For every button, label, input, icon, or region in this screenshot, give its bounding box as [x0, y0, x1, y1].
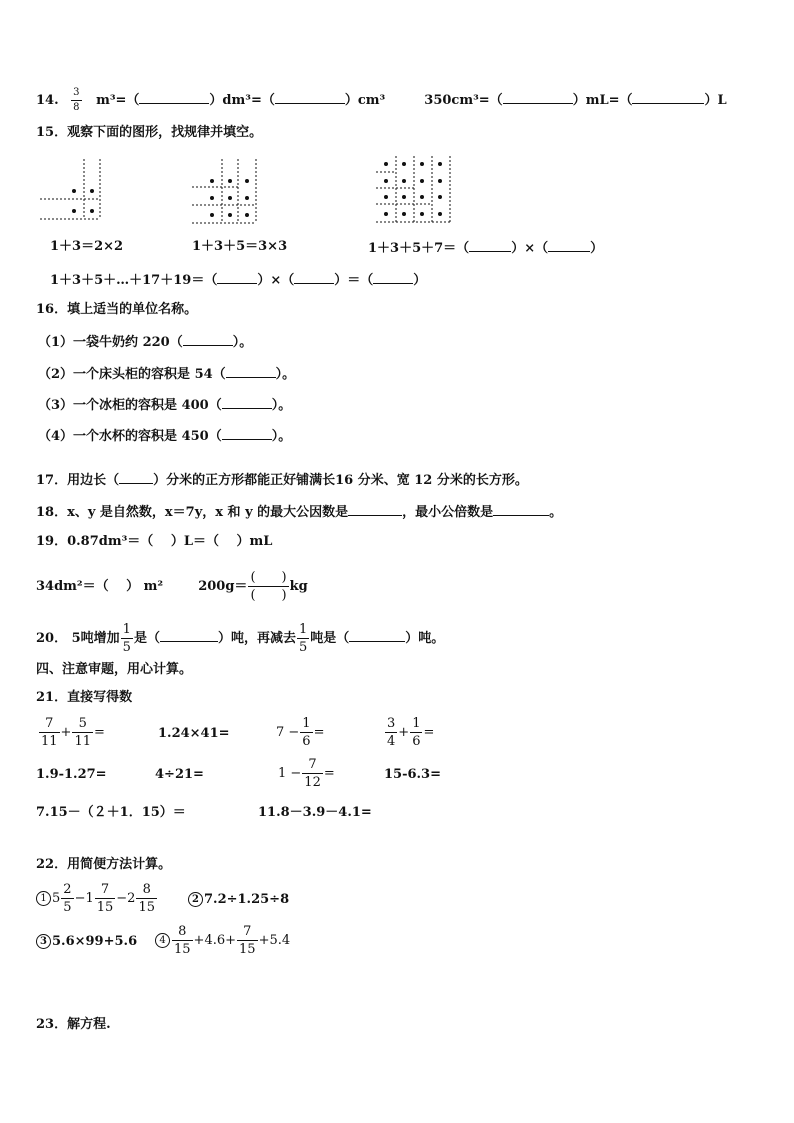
q22-expr-4: 4 $\frac{8}{15}$ +4.6+ $\frac{7}{15}$ +5.4	[155, 922, 290, 960]
answer-blank[interactable]	[503, 91, 573, 104]
q21-r3-b: 11.8－3.9－4.1=	[258, 805, 372, 820]
circled-number-2: 2	[188, 892, 203, 907]
answer-blank[interactable]	[493, 503, 549, 516]
q21-r2-a: 1.9-1.27=	[36, 767, 107, 782]
q21-r1-b: 1.24×41=	[158, 726, 230, 741]
question-21-title: 21．直接写得数	[36, 690, 133, 705]
fraction: $\frac{3}{4}$	[387, 716, 396, 749]
answer-blank[interactable]	[373, 271, 413, 284]
dot-figure-1	[36, 155, 106, 225]
fraction: $\frac{8}{15}$	[174, 924, 191, 957]
q22-expr-3: 3 5.6×99+5.6	[36, 934, 137, 950]
fraction: $\frac{2}{5}$	[63, 882, 72, 915]
answer-blank[interactable]	[139, 91, 209, 104]
answer-blank[interactable]	[275, 91, 345, 104]
dot-figure-3	[374, 152, 464, 227]
q16-item-2: （2）一个床头柜的容积是 54（ ）。	[38, 367, 296, 382]
question-22-title: 22．用简便方法计算。	[36, 857, 172, 872]
equation-1: 1＋3＝2×2	[50, 239, 124, 254]
answer-blank[interactable]	[217, 271, 257, 284]
circled-number-4: 4	[155, 933, 170, 948]
answer-blank[interactable]	[632, 91, 704, 104]
equation-4: 1＋3＋5＋…＋17＋19＝（ ）×（ ）＝（ ）	[50, 273, 427, 288]
question-16-title: 16．填上适当的单位名称。	[36, 302, 198, 317]
question-18: 18．x、y 是自然数，x＝7y，x 和 y 的最大公因数是 ，最小公倍数是 。	[36, 505, 563, 520]
section-4-heading: 四、注意审题，用心计算。	[36, 662, 193, 677]
answer-blank[interactable]	[294, 271, 334, 284]
fraction: $\frac{8}{15}$	[138, 882, 155, 915]
answer-blank[interactable]	[548, 239, 590, 252]
q21-r1-c: 7 − $\frac{1}{6}$ =	[276, 716, 325, 749]
q21-r3-a: 7.15－（２＋1．15）＝	[36, 805, 186, 820]
q22-expr-1: 1 5 $\frac{2}{5}$ −1 $\frac{7}{15}$ −2 $\frac{8}{15}$	[36, 880, 158, 918]
fraction: $\frac{7}{12}$	[304, 757, 321, 790]
answer-blank[interactable]	[469, 239, 511, 252]
question-17: 17．用边长（ ）分米的正方形都能正好铺满长16 分米、宽 12 分米的长方形。	[36, 473, 528, 488]
fraction: $\frac{7}{15}$	[96, 882, 114, 915]
fraction-3-8: $\frac{3}{8}$	[73, 87, 80, 113]
answer-blank[interactable]	[222, 427, 272, 440]
answer-blank[interactable]	[119, 471, 153, 484]
question-20: 20． 5吨增加 $\frac{1}{5}$ 是（ ）吨，再减去 $\frac{1}{5}$ 吨是（ ）吨。	[36, 622, 445, 655]
dot-figure-2	[190, 155, 270, 225]
question-19-line-2: 34dm²＝（ ） m² 200g＝ $\frac{( )}{( )}$ kg	[36, 570, 308, 603]
fraction: $\frac{7}{15}$	[239, 924, 256, 957]
q21-r1-a: $\frac{7}{11}$ + $\frac{5}{11}$ =	[41, 716, 105, 749]
q21-r2-c: 1 − $\frac{7}{12}$ =	[278, 757, 335, 790]
fraction: $\frac{5}{11}$	[74, 716, 91, 749]
circled-number-3: 3	[36, 934, 51, 949]
answer-blank[interactable]	[349, 629, 405, 642]
fraction: $\frac{1}{6}$	[302, 716, 311, 749]
question-19-line-1: 19．0.87dm³＝（ ）L＝（ ）mL	[36, 534, 273, 549]
answer-blank[interactable]	[348, 503, 402, 516]
answer-blank[interactable]	[183, 333, 233, 346]
equation-3: 1＋3＋5＋7＝（ ）×（ ）	[368, 241, 604, 256]
circled-number-1: 1	[36, 891, 51, 906]
q21-r2-d: 15-6.3=	[384, 767, 441, 782]
q22-expr-2: 2 7.2÷1.25÷8	[188, 892, 289, 908]
equation-2: 1＋3＋5＝3×3	[192, 239, 288, 254]
answer-blank[interactable]	[226, 365, 276, 378]
answer-blank[interactable]	[222, 396, 272, 409]
answer-blank[interactable]	[160, 629, 218, 642]
fraction-1-5: $\frac{1}{5}$	[298, 622, 308, 655]
fraction: $\frac{1}{6}$	[412, 716, 421, 749]
question-14: 14. $\frac{3}{8}$ m³=（ ）dm³=（ ）cm³ 350cm³=（ ）mL=（ ）L	[36, 87, 727, 113]
question-23-title: 23．解方程.	[36, 1017, 111, 1032]
q21-r2-b: 4÷21=	[155, 767, 204, 782]
question-15-title: 15．观察下面的图形，找规律并填空。	[36, 125, 263, 140]
fraction: $\frac{7}{11}$	[41, 716, 58, 749]
q16-item-4: （4）一个水杯的容积是 450（ ）。	[38, 429, 292, 444]
blank-fraction[interactable]: $\frac{( )}{( )}$	[250, 570, 287, 603]
q21-r1-d: $\frac{3}{4}$ + $\frac{1}{6}$ =	[387, 716, 435, 749]
fraction-1-5: $\frac{1}{5}$	[122, 622, 131, 655]
q16-item-1: （1）一袋牛奶约 220（ ）。	[38, 335, 253, 350]
q16-item-3: （3）一个冰柜的容积是 400（ ）。	[38, 398, 292, 413]
